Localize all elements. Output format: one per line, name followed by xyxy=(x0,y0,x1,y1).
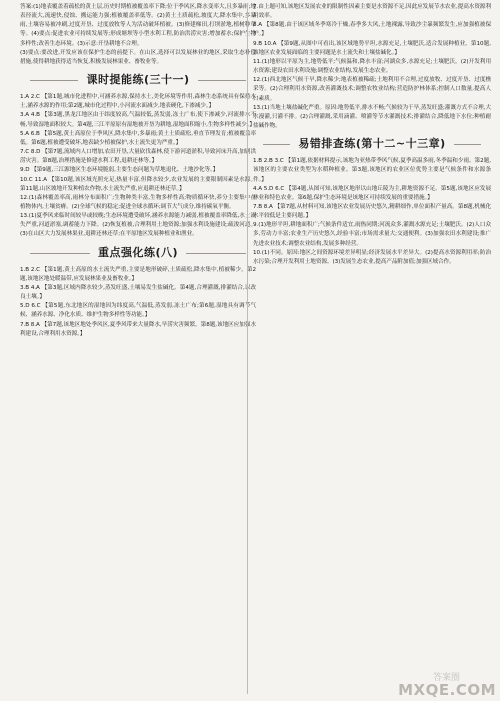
answer-item: 9.B 10.A 【第9题,从图中可看出,该区域地势平坦,水源充足,土壤肥沃,适合发展种植业。第10题,该地区农业发展面临的主要问题是水土流失和土壤盐碱化。】 xyxy=(253,40,491,56)
answer-item: 11.(1)地形以平原为主,地势低平;气候温和,降水丰富;河湖众多,水源充足;土壤肥沃。(2)开发利用水资源;建设农田水利设施;调整农业结构,发展生态农业。 xyxy=(253,58,491,75)
answer-item: 12.(1)森林覆盖率高,雨林分布面积广;生物种类丰富,生物多样性高;物质循环快,养分主要集中在植物体内,土壤贫瘠。(2)全球气候的稳定;促进全球水循环;调节大气成分,维持碳氧平衡。 xyxy=(20,194,256,210)
answer-item: 4.A 5.D 6.C 【第4题,从图可知,该地区地形以山地丘陵为主,耕地资源不足。第5题,该地区应发展林业和特色农业。第6题,保护生态环境是该地区可持续发展的重要措施。】 xyxy=(253,185,491,201)
answer-item: 9.(1)地形平坦,耕地面积广;气候条件适宜,雨热同期;河流众多,灌溉水源充足;土壤肥沃。(2)人口众多,劳动力丰富;农业生产历史悠久,经验丰富;市场需求量大;交通便利。(3)加强农田水利建设;推广先进农业技术;调整农业结构,发展多种经营。 xyxy=(253,222,491,247)
section-title: 易错排查练(第十二~十三章) xyxy=(290,135,453,153)
answer-item: 3.B 4.A 【第3题,区域内降水较少,蒸发旺盛,土壤易发生盐碱化。第4题,合理灌溉,排灌结合,以改良土壤。】 xyxy=(20,284,256,301)
answer-item: 10.C 11.A 【第10题,该区域光照充足,热量丰富,但降水较少,农业发展的主要限制因素是水源。第11题,山区坡地开发种植农作物,水土流失严重,应退耕还林还草。】 xyxy=(20,176,256,192)
answer-item: 12.(1)西北地区气候干旱,降水稀少;地表植被稀疏;土地利用不合理,过度放牧、过度开垦、过度樵采等。(2)合理利用水资源,改善灌溉技术;调整农牧业结构;营造防护林体系;控制人口数量,提高人口素质。 xyxy=(253,77,491,102)
answer-item: 7.由上题可知,该地区发展农业的限制性因素主要是水资源不足,因此应发展节水农业,提高水资源利用效率。 xyxy=(253,4,491,20)
answer-item: 7.B 8.A 【第7题,该地区地处季风区,夏季风带来大量降水,旱涝灾害频繁。第8题,该地区应加强水利建设,合理利用水资源。】 xyxy=(20,321,256,337)
answer-item: 5.A 6.B 【第5题,黄土高原位于季风区,降水集中,多暴雨;黄土土质疏松,垂直节理发育;植被覆盖率低。第6题,植被遭受破坏,地表缺少植被保护,水土流失更为严重。】 xyxy=(20,130,256,146)
answer-paragraph: 答案:(1)地表覆盖着疏松的黄土层,历史时期植被覆盖率下降;位于季风区,降水变率大,且多暴雨;地表径流大,流速快,侵蚀、搬运能力强;植被覆盖率低等。(2)黄土土质疏松,坡度大,降水集中,多暴雨,土壤容易被冲刷,过度开垦、过度放牧等人为活动破坏植被。(3)修建梯田,打坝淤地,植树种草等。(4)要点:促进农业可持续发展等;形成塘坝等小型水利工程,防治洪涝灾害;增加蓄水;保护生物多样性;改善生态环境。(3)示意:开垦耕地不合理。 xyxy=(20,4,256,47)
answer-item: 13.(1)夏季风来临时间较早或较晚;生态环境遭受破坏,涵养水源能力减弱,植被覆盖率降低,水土流失严重,河道淤塞,调蓄能力下降。(2)恢复植被,合理利用土地资源;加强水利设施建设;疏浚河道。(3)在山区大力发展林果业,退耕还林还草;在平原地区发展种植业和渔业。 xyxy=(20,213,256,238)
section-title: 课时提能练(三十一) xyxy=(78,71,197,89)
answer-item: 13.(1)当地土壤盐碱化严重。原因:地势低平,排水不畅;气候较为干旱,蒸发旺盛;灌溉方式不合理,大水漫灌,只灌不排。(2)合理灌溉,采用滴灌、喷灌等节水灌溉技术;排灌结合,降低地下水位;种植耐盐碱作物。 xyxy=(253,104,491,130)
answer-item: 10.(1)不同。原因:地区之间资源环境差异明显;经济发展水平差异大。(2)提高水资源利用率;防治水污染;合理开发利用土地资源。(3)发展生态农业,提高产品附加值;加强区域合作。 xyxy=(253,249,491,265)
answer-item: 7.B 8.A 【第7题,从材料可知,该地区农业发展历史悠久,精耕细作,单位面积产量高。第8题,机械化水平较低是主要问题。】 xyxy=(253,203,491,220)
answer-item: 7.C 8.D 【第7题,流域内人口增加,农田开垦,大量砍伐森林,使下游河道淤积,导致河床升高,加剧洪涝灾害。第8题,治理措施是修建水利工程,退耕还林等。】 xyxy=(20,149,256,165)
answer-item: 1.A 2.C 【第1题,城市化进程中,可涵养水源,保持水土,美化环境等作用,森林生态系统具有保持水土,涵养水源的作用;第2题,城市化过程中,小河流水面减少,地表硬化,下渗减少。】 xyxy=(20,94,256,110)
column-divider xyxy=(247,4,248,694)
section-heading-keshi xyxy=(20,71,256,89)
answer-item: 3.A 4.B 【第3题,黑龙江地区由于纬度较高,气温较低,蒸发弱,冻土广布,使下渗减少,河流排水不畅,导致湿地面积较大。第4题,三江平原原有湿地被开垦为耕地,湿地面积缩小,生物多样性减少。】 xyxy=(20,112,256,128)
right-column xyxy=(253,3,491,693)
answer-item: 1.B 2.C 【第1题,黄土高原的水土流失严重,主要是地形破碎,土质疏松,降水集中,植被稀少。第2题,该地区地处暖温带,应发展林果业及畜牧业。】 xyxy=(20,266,256,282)
section-heading-zhongdian xyxy=(20,244,256,262)
watermark-badge: 答案圈 xyxy=(432,673,460,683)
answer-item: 8.A 【第8题,由于该区域冬季寒冷干燥,春季多大风,土地裸露,导致沙尘暴频繁发生,应加强植被保护。】 xyxy=(253,22,491,38)
answer-item: 9.D 【第9题,三江源地区生态环境脆弱,主要生态问题为草地退化、土地沙化等。】 xyxy=(20,167,219,174)
section-heading-yicuo xyxy=(253,135,491,153)
section-title: 重点强化练(八) xyxy=(90,244,186,262)
left-column xyxy=(20,3,256,693)
watermark-site: MXQE.COM xyxy=(398,681,496,699)
answer-item: 5.D 6.C 【第5题,东北地区的湿地因为纬度高,气温低,蒸发弱,冻土广布;第6题,湿地具有调节气候、涵养水源、净化水质、维护生物多样性等功能。】 xyxy=(20,303,256,319)
answer-paragraph: (3)要点:要改进,开发应该在保护生态的前提下。在山区,选择可以发展林业的地区,采取生态补偿措施,使得耕地获得适当恢复,积极发展林果业、畜牧业等。 xyxy=(20,49,256,65)
answer-item: 1.B 2.B 3.C 【第1题,依据材料提示,该地为亚热带季风气候,夏季高温多雨,冬季温和少雨。第2题,该地区的主要农业类型为水稻种植业。第3题,该地区的农业区位优势主要是气候条件和水源条件。】 xyxy=(253,158,491,183)
